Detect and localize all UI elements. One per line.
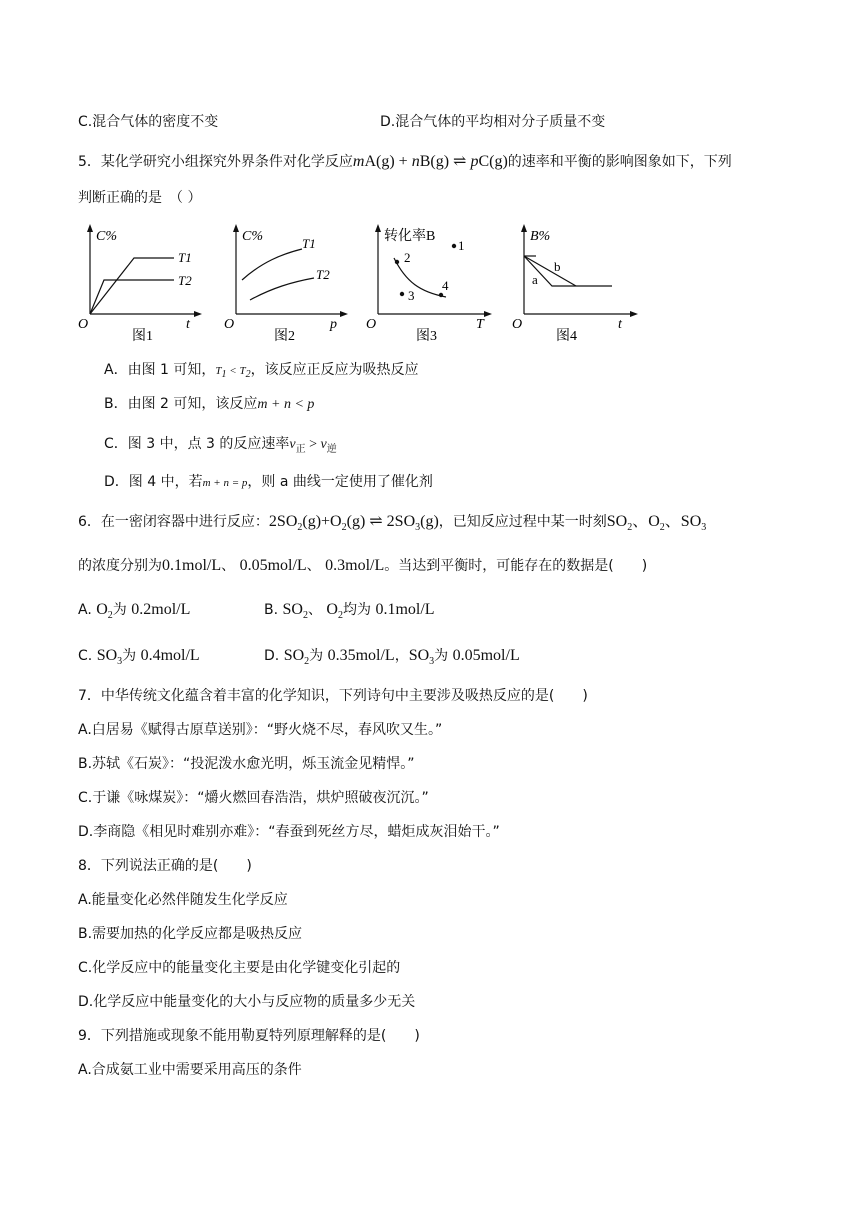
q5-figure-2 (222, 222, 352, 344)
option-d-molar-mass: D.混合气体的平均相对分子质量不变 (380, 114, 606, 130)
q6-option-a: A. $O_2$为 0.2mol/L (78, 601, 191, 622)
q7-option-d: D.李商隐《相见时难别亦难》：“春蚕到死丝方尽，蜡炬成灰泪始干。” (78, 824, 500, 840)
q6-stem: 6．在一密闭容器中进行反应：$2SO_2(g)+O_2(g)$ ⇌ $2SO_3(g)$，已知反应过程中某一时刻$SO_2$、$O_2$、$SO_3$ (78, 513, 707, 534)
q5-option-a: A．由图 1 可知，$T_1 < T_2$，该反应正反应为吸热反应 (104, 362, 419, 381)
q5-stem (78, 152, 732, 172)
fig2-origin: O (224, 317, 235, 332)
q7-option-c: C.于谦《咏煤炭》：“爝火燃回春浩浩，烘炉照破夜沉沉。” (78, 790, 429, 806)
q6-equation: $2SO_2(g)+O_2(g)$ ⇌ $2SO_3(g)$ (268, 513, 439, 534)
q6-stem-line2: 的浓度分别为0.1mol/L、 0.05mol/L、 0.3mol/L。当达到平衡时，可能存在的数据是( ) (78, 557, 648, 574)
q9-stem: 9．下列措施或现象不能用勒夏特列原理解释的是( ) (78, 1028, 420, 1044)
fig3-xlabel: T (476, 317, 484, 332)
fig2-ylabel: C% (242, 229, 263, 244)
fig1-caption: 图1 (132, 329, 153, 344)
fig2-series-2: T2 (316, 267, 330, 282)
q5-option-b: B．由图 2 可知，该反应m + n < p (104, 396, 315, 412)
q5-option-d: D．图 4 中，若m + n = p，则 a 曲线一定使用了催化剂 (104, 474, 433, 490)
q5-stem-line2: 判断正确的是 （ ） (78, 190, 202, 206)
fig3-point-1: 1 (458, 238, 465, 253)
q5-stem-a: 5．某化学研究小组探究外界条件对化学反应 (78, 154, 353, 170)
option-c-density: C.混合气体的密度不变 (78, 114, 219, 130)
fig2-series-1: T1 (302, 236, 316, 251)
q9-option-a: A.合成氨工业中需要采用高压的条件 (78, 1062, 302, 1078)
fig1-origin: O (78, 317, 89, 332)
q7-option-b: B.苏轼《石炭》：“投泥泼水愈光明，烁玉流金见精悍。” (78, 756, 415, 772)
fig3-point-4: 4 (442, 278, 449, 293)
q8-option-b: B.需要加热的化学反应都是吸热反应 (78, 926, 303, 942)
fig4-caption: 图4 (556, 329, 577, 344)
fig1-xlabel: t (186, 317, 190, 332)
fig3-origin: O (366, 317, 377, 332)
fig3-caption: 图3 (416, 329, 437, 344)
fig4-xlabel: t (618, 317, 622, 332)
q5-option-c: C．图 3 中，点 3 的反应速率$v_正 > v_逆$ (104, 436, 337, 455)
fig2-caption: 图2 (274, 329, 295, 344)
fig4-series-b: b (554, 259, 561, 274)
q5-stem-b: 的速率和平衡的影响图象如下，下列 (507, 154, 732, 170)
q7-option-a: A.白居易《赋得古原草送别》：“野火烧不尽，春风吹又生。” (78, 722, 443, 738)
q6-option-c: C. $SO_3$为 0.4mol/L (78, 647, 200, 668)
fig1-ylabel: C% (96, 229, 117, 244)
fig4-ylabel: B% (530, 229, 551, 244)
fig3-point-3: 3 (408, 288, 415, 303)
fig2-xlabel: p (330, 317, 337, 332)
q5-figure-3 (366, 222, 500, 344)
fig3-point-2: 2 (404, 250, 411, 265)
q6-option-b: B. $SO_2$、 $O_2$均为 0.1mol/L (264, 601, 435, 622)
q8-option-d: D.化学反应中能量变化的大小与反应物的质量多少无关 (78, 994, 416, 1010)
q5-equation: mA(g) + nB(g) ⇌ pC(g) (352, 153, 508, 170)
fig1-series-1: T1 (178, 250, 192, 265)
q5-figure-4 (512, 222, 642, 344)
q8-option-c: C.化学反应中的能量变化主要是由化学键变化引起的 (78, 960, 401, 976)
q6-option-d: D. $SO_2$为 0.35mol/L，$SO_3$为 0.05mol/L (264, 647, 520, 668)
fig4-series-a: a (532, 272, 538, 287)
q7-stem: 7．中华传统文化蕴含着丰富的化学知识，下列诗句中主要涉及吸热反应的是( ) (78, 688, 588, 704)
fig3-ylabel: 转化率B (384, 229, 436, 244)
fig1-series-2: T2 (178, 273, 192, 288)
q8-stem: 8．下列说法正确的是( ) (78, 858, 252, 874)
q5-figure-1 (76, 222, 206, 344)
fig4-origin: O (512, 317, 523, 332)
q8-option-a: A.能量变化必然伴随发生化学反应 (78, 892, 288, 908)
